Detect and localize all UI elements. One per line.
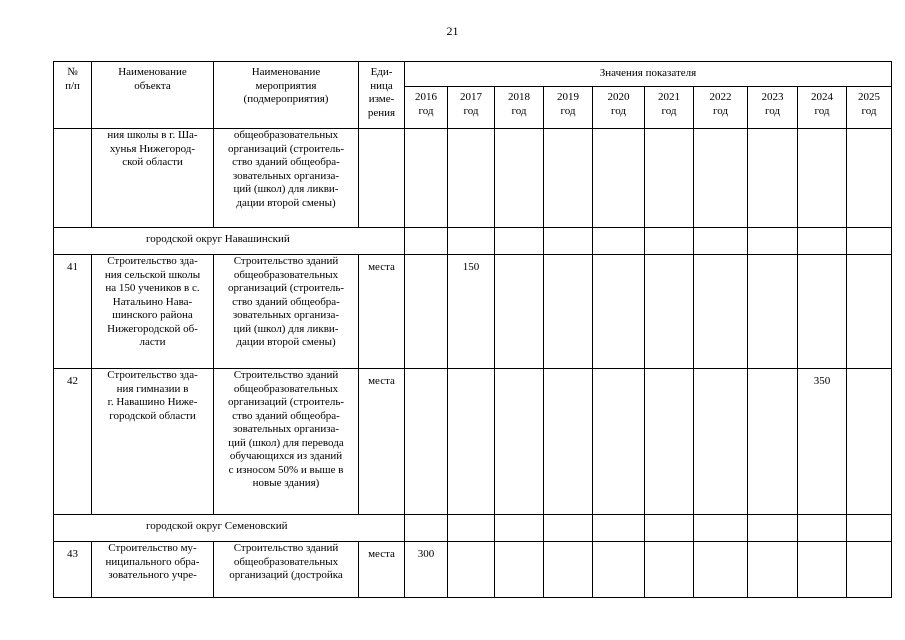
section-row xyxy=(54,515,892,542)
table-row xyxy=(54,129,892,228)
value-2016: 300 xyxy=(405,542,448,598)
object-name: Строительство зда- ния сельской школы на 150 учеников в с. Натальино Нава- шинского района Нижегородской об- ласти xyxy=(92,255,214,369)
table-row xyxy=(54,255,892,369)
measure-name: Строительство зданий общеобразовательных организаций (достройка xyxy=(214,542,359,598)
year-header: 2017 год xyxy=(448,87,495,129)
section-title: городской округ Навашинский xyxy=(54,228,405,255)
row-number: 41 xyxy=(54,255,92,369)
year-header: 2016 год xyxy=(405,87,448,129)
measure-name: Строительство зданий общеобразовательных организаций (строитель- ство зданий общеобра- зовательных организа- ций (школ) для ликви- дации второй смены) xyxy=(214,255,359,369)
measure-name: общеобразовательных организаций (строитель- ство зданий общеобра- зовательных организа- ций (школ) для ликви- дации второй смены) xyxy=(214,129,359,228)
year-header: 2025 год xyxy=(847,87,892,129)
page-number: 21 xyxy=(446,24,459,38)
year-header: 2022 год xyxy=(694,87,748,129)
year-header: 2024 год xyxy=(798,87,847,129)
col-header-num: № п/п xyxy=(54,62,92,129)
section-title: городской округ Семеновский xyxy=(54,515,405,542)
indicator-table xyxy=(53,61,892,598)
year-header: 2020 год xyxy=(593,87,645,129)
object-name: Строительство му- ниципального обра- зовательного учре- xyxy=(92,542,214,598)
year-header: 2019 год xyxy=(544,87,593,129)
value-2017: 150 xyxy=(448,255,495,369)
col-header-measure: Наименование мероприятия (подмероприятия) xyxy=(214,62,359,129)
unit-cell: места xyxy=(359,542,405,598)
section-row xyxy=(54,228,892,255)
table-row xyxy=(54,369,892,515)
year-header: 2018 год xyxy=(495,87,544,129)
year-header: 2021 год xyxy=(645,87,694,129)
row-number: 43 xyxy=(54,542,92,598)
unit-cell: места xyxy=(359,369,405,515)
value-2024: 350 xyxy=(798,369,847,515)
measure-name: Строительство зданий общеобразовательных организаций (строитель- ство зданий общеобра- зовательных организа- ций (школ) для перевода обучающихся из зданий с износом 50% и выше в новые здания) xyxy=(214,369,359,515)
unit-cell: места xyxy=(359,255,405,369)
object-name: ния школы в г. Ша- хунья Нижегород- ской области xyxy=(92,129,214,228)
table-row xyxy=(54,542,892,598)
col-header-values: Значения показателя xyxy=(405,62,892,87)
row-number: 42 xyxy=(54,369,92,515)
col-header-unit: Еди- ница изме- рения xyxy=(359,62,405,129)
year-header: 2023 год xyxy=(748,87,798,129)
object-name: Строительство зда- ния гимназии в г. Навашино Ниже- городской области xyxy=(92,369,214,515)
col-header-object: Наименование объекта xyxy=(92,62,214,129)
